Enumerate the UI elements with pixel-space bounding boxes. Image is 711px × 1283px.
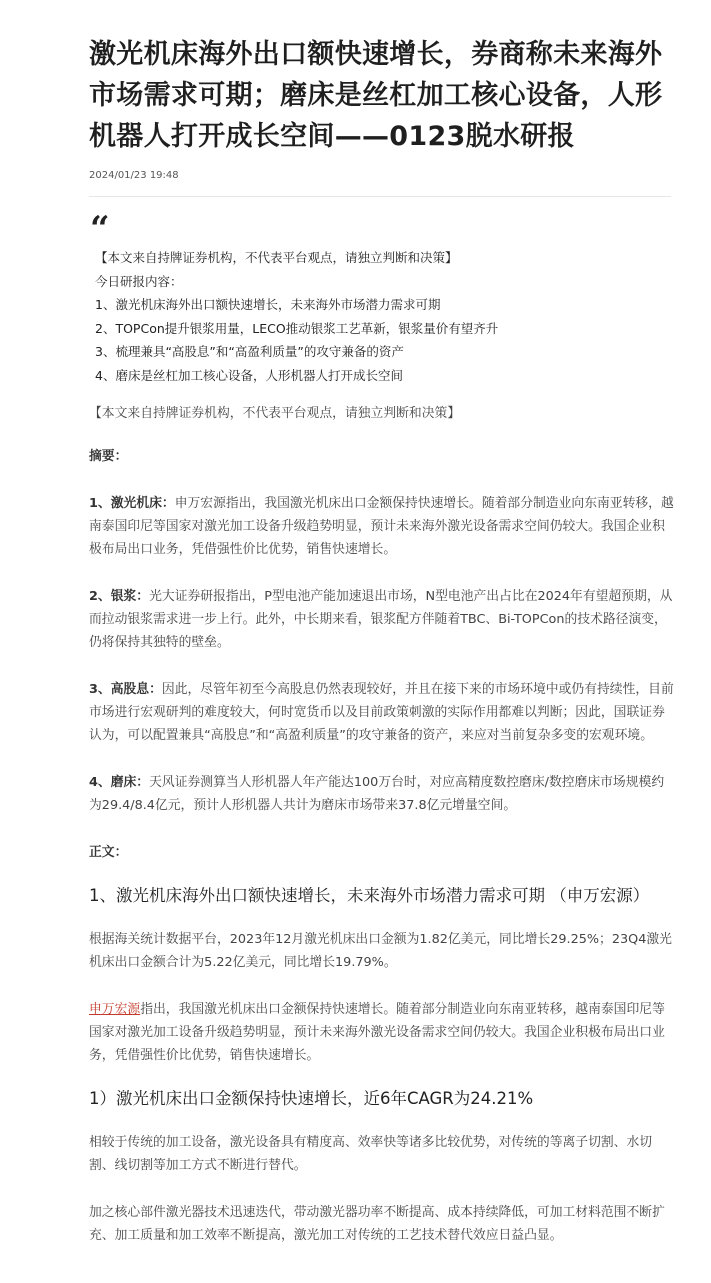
publish-date: 2024/01/23 19:48 xyxy=(89,170,179,181)
quote-line: 【本文来自持牌证券机构，不代表平台观点，请独立判断和决策】 xyxy=(95,250,458,265)
quote-line: 4、磨床是丝杠加工核心设备，人形机器人打开成长空间 xyxy=(95,367,403,383)
paragraph xyxy=(89,998,675,1067)
summary-item-label: 2、银浆： xyxy=(89,589,150,604)
section-title: 1、激光机床海外出口额快速增长，未来海外市场潜力需求可期 （申万宏源） xyxy=(89,886,650,905)
summary-item-text: 申万宏源指出，我国激光机床出口金额保持快速增长。随着部分制造业向东南亚转移，越南泰国印尼等国家对激光加工设备升级趋势明显，预计未来海外激光设备需求空间仍较大。我国企业积极布局出口业务，凭借强性价比优势，销售快速增长。 xyxy=(89,496,674,557)
summary-heading: 摘要： xyxy=(89,449,128,464)
summary-item-label: 3、高股息： xyxy=(89,682,162,697)
summary-item-text: 光大证券研报指出，P型电池产能加速退出市场，N型电池产出占比在2024年有望超预期，从而拉动银浆需求进一步上行。此外，中长期来看，银浆配方伴随着TBC、Bi-TOPCon的技术路径演变，仍将保持其独特的壁垒。 xyxy=(89,589,673,650)
summary-item xyxy=(89,492,675,561)
quote-line: 2、TOPCon提升银浆用量，LECO推动银浆工艺革新，银浆量价有望齐升 xyxy=(95,320,499,336)
quote-line: 今日研报内容： xyxy=(95,273,183,289)
article-title: 激光机床海外出口额快速增长，券商称未来海外市场需求可期；磨床是丝杠加工核心设备，人形机器人打开成长空间——0123脱水研报 xyxy=(89,39,663,152)
source-link[interactable]: 申万宏源 xyxy=(89,1002,141,1017)
paragraph: 加之核心部件激光器技术迅速迭代，带动激光器功率不断提高、成本持续降低，可加工材料范围不断扩充、加工质量和加工效率不断提高，激光加工对传统的工艺技术替代效应日益凸显。 xyxy=(89,1205,665,1243)
main-heading: 正文： xyxy=(89,845,128,860)
intro-quote-block xyxy=(95,246,655,388)
article-body xyxy=(89,402,675,1247)
summary-item xyxy=(89,678,675,747)
paragraph-text: 指出，我国激光机床出口金额保持快速增长。随着部分制造业向东南亚转移，越南泰国印尼等国家对激光加工设备升级趋势明显，预计未来海外激光设备需求空间仍较大。我国企业积极布局出口业务，凭借强性价比优势，销售快速增长。 xyxy=(89,1002,665,1063)
summary-item-label: 4、磨床： xyxy=(89,775,150,790)
quote-line: 3、梳理兼具“高股息”和“高盈利质量”的攻守兼备的资产 xyxy=(95,344,404,360)
summary-item-text: 因此，尽管年初至今高股息仍然表现较好，并且在接下来的市场环境中或仍有持续性，目前市场进行宏观研判的难度较大，何时宽货币以及目前政策刺激的实际作用都难以判断；因此，国联证券认为，可以配置兼具“高股息”和“高盈利质量”的攻守兼备的资产，来应对当前复杂多变的宏观环境。 xyxy=(89,682,674,743)
disclaimer: 【本文来自持牌证券机构，不代表平台观点，请独立判断和决策】 xyxy=(89,406,461,421)
quote-line: 1、激光机床海外出口额快速增长，未来海外市场潜力需求可期 xyxy=(95,297,441,313)
paragraph: 相较于传统的加工设备，激光设备具有精度高、效率快等诸多比较优势，对传统的等离子切割、水切割、线切割等加工方式不断进行替代。 xyxy=(89,1135,653,1173)
summary-item-text: 天风证券测算当人形机器人年产能达100万台时，对应高精度数控磨床/数控磨床市场规模约为29.4/8.4亿元，预计人形机器人共计为磨床市场带来37.8亿元增量空间。 xyxy=(89,775,665,813)
subsection-title: 1）激光机床出口金额保持快速增长，近6年CAGR为24.21% xyxy=(89,1089,534,1108)
summary-item xyxy=(89,585,675,654)
title-divider xyxy=(89,196,671,197)
quote-mark-icon: “ xyxy=(90,209,110,249)
paragraph: 根据海关统计数据平台，2023年12月激光机床出口金额为1.82亿美元，同比增长29.25%；23Q4激光机床出口金额合计为5.22亿美元，同比增长19.79%。 xyxy=(89,932,672,970)
summary-item-label: 1、激光机床： xyxy=(89,496,175,511)
summary-item xyxy=(89,771,675,817)
